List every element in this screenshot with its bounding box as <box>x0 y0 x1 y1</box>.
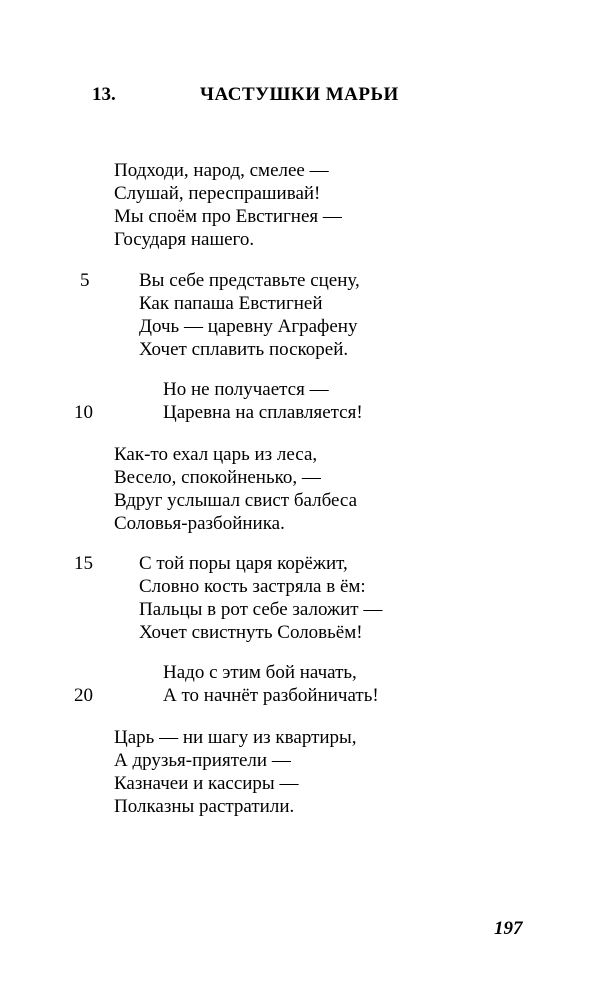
page-number: 197 <box>494 918 523 939</box>
verse-line: Как папаша Евстигней <box>139 293 323 314</box>
verse-line: Хочет свистнуть Соловьём! <box>139 622 363 643</box>
verse-line: Царевна на сплавляется! <box>163 402 363 423</box>
verse-line: Но не получается — <box>163 379 329 400</box>
verse-line: Надо с этим бой начать, <box>163 662 357 683</box>
verse-line: Государя нашего. <box>114 229 255 250</box>
verse-line: Слушай, переспрашивай! <box>114 183 321 204</box>
line-number: 5 <box>80 270 90 291</box>
verse-line: С той поры царя корёжит, <box>139 553 348 574</box>
line-number: 10 <box>74 402 93 423</box>
verse-line: Мы споём про Евстигнея — <box>114 206 342 227</box>
verse-line: Дочь — царевну Аграфену <box>139 316 358 337</box>
verse-line: Казначеи и кассиры — <box>114 773 299 794</box>
verse-line: Весело, спокойненько, — <box>114 467 321 488</box>
verse-line: Хочет сплавить поскорей. <box>139 339 349 360</box>
verse-line: Царь — ни шагу из квартиры, <box>114 727 357 748</box>
verse-line: Соловья-разбойника. <box>114 513 285 534</box>
verse-line: Как-то ехал царь из леса, <box>114 444 318 465</box>
line-number: 15 <box>74 553 93 574</box>
verse-line: Вдруг услышал свист балбеса <box>114 490 358 511</box>
verse-line: Подходи, народ, смелее — <box>114 160 329 181</box>
verse-line: А то начнёт разбойничать! <box>163 685 379 706</box>
verse-line: Пальцы в рот себе заложит — <box>139 599 383 620</box>
poem-number: 13. <box>92 84 116 105</box>
verse-line: Полказны растратили. <box>114 796 295 817</box>
line-number: 20 <box>74 685 93 706</box>
verse-line: А друзья-приятели — <box>114 750 291 771</box>
verse-line: Словно кость застряла в ём: <box>139 576 366 597</box>
verse-line: Вы себе представьте сцену, <box>139 270 360 291</box>
poem-title: ЧАСТУШКИ МАРЬИ <box>200 84 399 105</box>
